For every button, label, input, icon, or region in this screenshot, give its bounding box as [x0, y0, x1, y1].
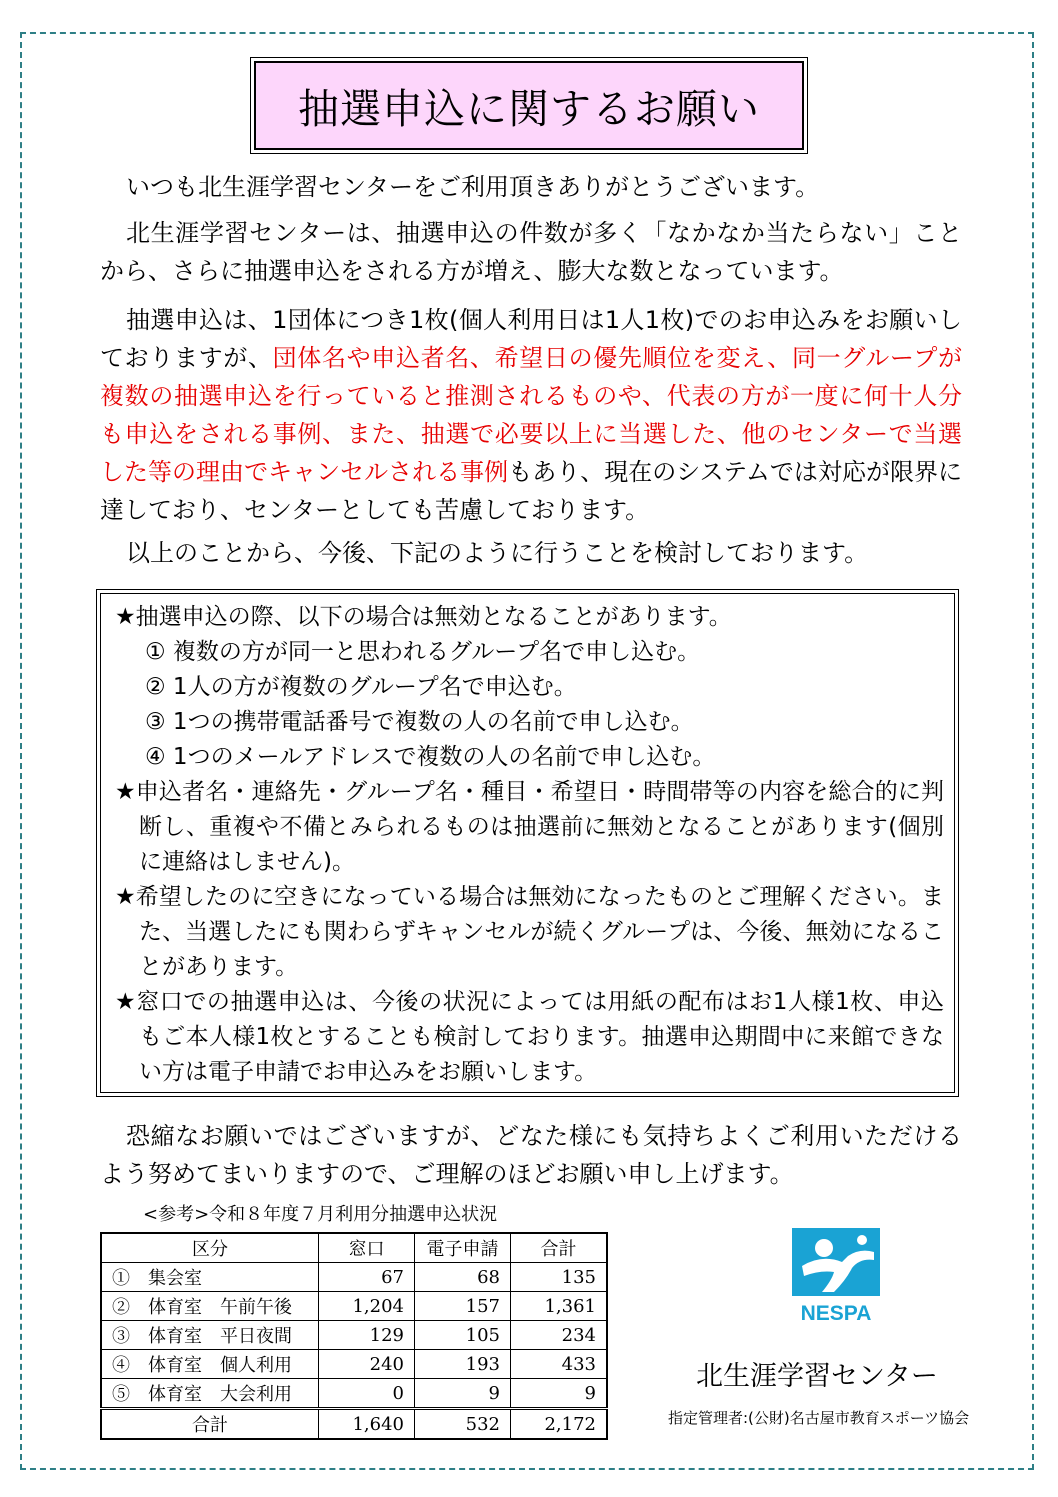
table-cell: 234 [511, 1321, 608, 1350]
problem-text-highlight: 団体名や申込者名、希望日の優先順位を変え、同一グループが複数の抽選申込を行っていると推測されるものや、代表の方が一度に何十人分も申込をされる事例、また、抽選で必要以上に当選した、他のセンターで当選した等の理由でキャンセルされる事例 [100, 344, 963, 486]
reference-table [100, 1232, 608, 1440]
nespa-logo-text: NESPA [800, 1302, 872, 1325]
problem-text-b: もあり、現在のシステムでは対応が限界に達しており、センターとしても苦慮しております。 [100, 458, 963, 524]
table-row [101, 1379, 607, 1409]
table-cell: 9 [415, 1379, 511, 1409]
table-row [101, 1350, 607, 1379]
table-cell: ④ 体育室 個人利用 [101, 1350, 319, 1379]
table-row [101, 1321, 607, 1350]
table-cell: 157 [415, 1292, 511, 1321]
intro-paragraph: 以上のことから、今後、下記のように行うことを検討しております。 [126, 539, 869, 567]
nespa-logo [790, 1226, 882, 1326]
table-header: 合計 [511, 1233, 608, 1263]
problem-text-a: 抽選申込は、1団体につき1枚(個人利用日は1人1枚)でのお申込みをお願いしておりますが、 [100, 306, 962, 372]
closing-paragraph: 恐縮なお願いではございますが、どなた様にも気持ちよくご利用いただけるよう努めてまいりますので、ご理解のほどお願い申し上げます。 [100, 1122, 962, 1188]
table-cell: 129 [319, 1321, 415, 1350]
table-total-row [101, 1409, 607, 1440]
table-cell: 68 [415, 1263, 511, 1292]
notice-heading: ★抽選申込の際、以下の場合は無効となることがあります。 [115, 604, 732, 630]
table-cell: 433 [511, 1350, 608, 1379]
notice-star-item: ★窓口での抽選申込は、今後の状況によっては用紙の配布はお1人様1枚、申込もご本人様1枚とすることも検討しております。抽選申込期間中に来館できない方は電子申請でお申込みをお願いします。 [115, 989, 944, 1085]
table-cell: 1,361 [511, 1292, 608, 1321]
table-header: 区分 [101, 1233, 319, 1263]
center-name: 北生涯学習センター [696, 1361, 938, 1392]
table-header: 窓口 [319, 1233, 415, 1263]
table-cell: 0 [319, 1379, 415, 1409]
table-cell: 532 [415, 1409, 511, 1440]
table-cell: 240 [319, 1350, 415, 1379]
page-title: 抽選申込に関するお願い [254, 61, 804, 150]
table-cell: ② 体育室 午前午後 [101, 1292, 319, 1321]
table-header: 電子申請 [415, 1233, 511, 1263]
background-paragraph: 北生涯学習センターは、抽選申込の件数が多く「なかなか当たらない」ことから、さらに抽選申込をされる方が増え、膨大な数となっています。 [100, 219, 962, 285]
table-cell: 9 [511, 1379, 608, 1409]
table-cell: 193 [415, 1350, 511, 1379]
table-cell: 135 [511, 1263, 608, 1292]
table-cell: 1,204 [319, 1292, 415, 1321]
notice-case: ④ 1つのメールアドレスで複数の人の名前で申し込む。 [145, 744, 716, 770]
table-cell: 合計 [101, 1409, 319, 1440]
greeting-paragraph: いつも北生涯学習センターをご利用頂きありがとうございます。 [126, 173, 820, 201]
table-cell: ③ 体育室 平日夜間 [101, 1321, 319, 1350]
notice-star-item: ★申込者名・連絡先・グループ名・種目・希望日・時間帯等の内容を総合的に判断し、重複や不備とみられるものは抽選前に無効となることがあります(個別に連絡はしません)。 [115, 779, 944, 875]
table-cell: ① 集会室 [101, 1263, 319, 1292]
table-cell: ⑤ 体育室 大会利用 [101, 1379, 319, 1409]
notice-case: ③ 1つの携帯電話番号で複数の人の名前で申し込む。 [145, 709, 694, 735]
manager-text: 指定管理者:(公財)名古屋市教育スポーツ協会 [668, 1409, 970, 1427]
problem-paragraph [100, 301, 962, 529]
notice-star-item: ★希望したのに空きになっている場合は無効になったものとご理解ください。また、当選したにも関わらずキャンセルが続くグループは、今後、無効になることがあります。 [115, 884, 944, 980]
table-cell: 105 [415, 1321, 511, 1350]
nespa-logo-icon [790, 1226, 882, 1326]
notice-case: ② 1人の方が複数のグループ名で申込む。 [145, 674, 577, 700]
table-cell: 67 [319, 1263, 415, 1292]
table-row [101, 1263, 607, 1292]
notice-case: ① 複数の方が同一と思われるグループ名で申し込む。 [145, 639, 701, 665]
notice-box [96, 589, 959, 1097]
table-cell: 1,640 [319, 1409, 415, 1440]
table-row [101, 1292, 607, 1321]
table-header-row [101, 1233, 607, 1263]
table-cell: 2,172 [511, 1409, 608, 1440]
reference-caption: <参考>令和８年度７月利用分抽選申込状況 [143, 1204, 498, 1225]
